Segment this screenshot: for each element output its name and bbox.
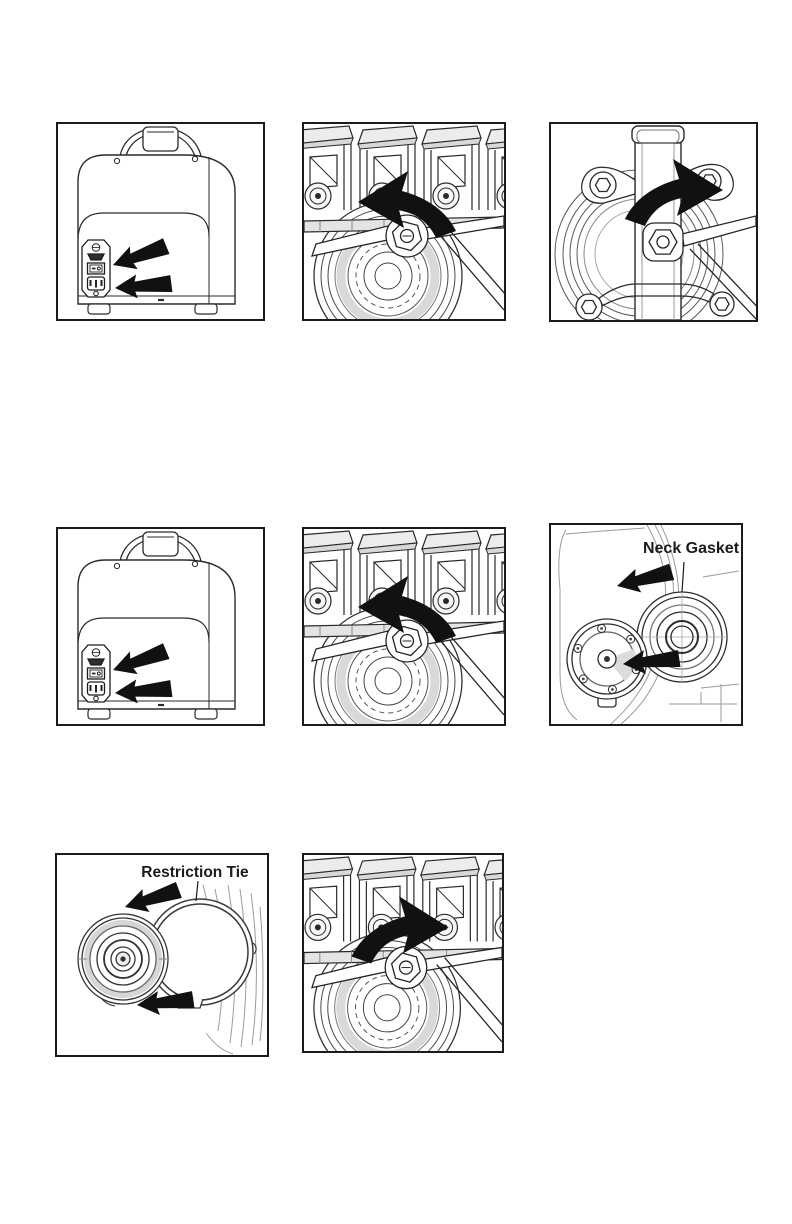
pump-column-illustration xyxy=(551,124,756,320)
neck-gasket-label: Neck Gasket xyxy=(642,540,740,557)
figure-panel-cap-nut-loosen-a xyxy=(302,122,506,321)
neck-gasket-illustration xyxy=(551,525,741,724)
figure-panel-restriction-tie xyxy=(55,853,269,1057)
machine-rear-illustration xyxy=(58,529,263,724)
figure-panel-cap-nut-tighten xyxy=(302,853,504,1053)
figure-panel-rear-power-inlet-b xyxy=(56,527,265,726)
restriction-tie-illustration xyxy=(57,855,267,1055)
wrench-loosen-illustration xyxy=(304,529,504,724)
wrench-loosen-illustration xyxy=(304,124,504,319)
figure-panel-column-nut-tighten xyxy=(549,122,758,322)
figure-panel-neck-gasket xyxy=(549,523,743,726)
wrench-tighten-illustration xyxy=(304,855,502,1051)
machine-rear-illustration xyxy=(58,124,263,319)
restriction-tie-label: Restriction Tie xyxy=(141,864,249,881)
figure-panel-cap-nut-loosen-b xyxy=(302,527,506,726)
figure-panel-rear-power-inlet-a xyxy=(56,122,265,321)
